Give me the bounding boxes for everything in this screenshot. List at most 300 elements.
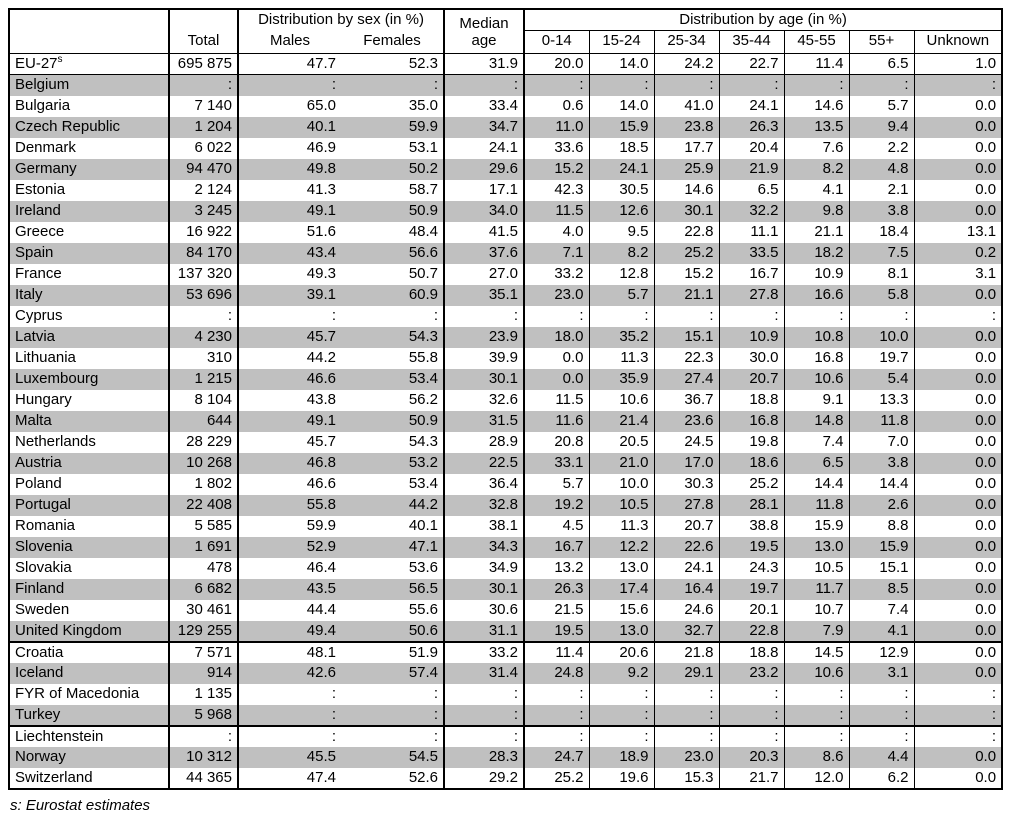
cell-age-25-34: : xyxy=(654,684,719,705)
cell-age-25-34: 22.6 xyxy=(654,537,719,558)
cell-median-age: 31.9 xyxy=(444,54,524,75)
cell-age-25-34: 29.1 xyxy=(654,663,719,684)
cell-age-unknown: 0.0 xyxy=(914,663,1002,684)
cell-median-age: : xyxy=(444,726,524,747)
country-name: Italy xyxy=(9,285,169,306)
country-name: Sweden xyxy=(15,601,70,618)
cell-males: 65.0 xyxy=(238,96,341,117)
cell-median-age: 23.9 xyxy=(444,327,524,348)
cell-age-unknown: 0.0 xyxy=(914,285,1002,306)
cell-median-age: 22.5 xyxy=(444,453,524,474)
cell-total: : xyxy=(169,75,238,96)
cell-females: 56.2 xyxy=(408,391,439,408)
cell-age-25-34: 41.0 xyxy=(654,96,719,117)
cell-total: 4 230 xyxy=(169,327,238,348)
cell-females: 59.9 xyxy=(341,117,444,138)
country-name: Bulgaria xyxy=(15,97,71,114)
cell-age-45-55: 10.7 xyxy=(784,600,849,621)
cell-males: 46.4 xyxy=(238,558,341,579)
cell-age-unknown: : xyxy=(914,306,1002,327)
cell-age-15-24: 15.6 xyxy=(589,600,654,621)
cell-age-55-plus: 2.1 xyxy=(849,180,914,201)
cell-age-25-34: 25.2 xyxy=(654,243,719,264)
cell-age-15-24: 35.2 xyxy=(589,327,654,348)
cell-age-25-34: 21.8 xyxy=(654,642,719,663)
cell-males: 43.4 xyxy=(238,243,341,264)
table-row xyxy=(9,243,1002,264)
table-row xyxy=(9,663,1002,684)
cell-age-unknown: 0.0 xyxy=(914,558,1002,579)
cell-median-age: 37.6 xyxy=(444,243,524,264)
cell-age-25-34: 15.3 xyxy=(654,768,719,789)
cell-age-unknown: 0.0 xyxy=(914,390,1002,411)
cell-age-45-55: 8.6 xyxy=(784,747,849,768)
cell-age-35-44: 16.7 xyxy=(719,264,784,285)
cell-age-0-14: 19.2 xyxy=(524,495,589,516)
cell-age-unknown: 0.0 xyxy=(914,768,1002,789)
table-body xyxy=(9,54,1002,789)
table-row xyxy=(9,390,1002,411)
cell-age-0-14: 4.5 xyxy=(524,516,589,537)
cell-males: 46.9 xyxy=(238,138,341,159)
cell-age-15-24: 10.0 xyxy=(589,474,654,495)
cell-age-15-24: 9.5 xyxy=(589,222,654,243)
cell-age-15-24: 15.9 xyxy=(589,117,654,138)
cell-males: 49.1 xyxy=(238,201,341,222)
cell-females: 53.6 xyxy=(408,559,439,576)
cell-age-unknown: 1.0 xyxy=(914,54,1002,75)
cell-age-0-14: 0.0 xyxy=(524,348,589,369)
table-row xyxy=(9,453,1002,474)
cell-age-55-plus: 6.2 xyxy=(849,768,914,789)
cell-age-35-44: 25.2 xyxy=(719,474,784,495)
cell-age-25-34: 15.1 xyxy=(654,327,719,348)
cell-females: 44.2 xyxy=(341,495,444,516)
country-name: Czech Republic xyxy=(9,117,169,138)
cell-median-age: 29.6 xyxy=(444,159,524,180)
cell-age-unknown: 0.0 xyxy=(914,642,1002,663)
cell-age-55-plus: 5.7 xyxy=(849,96,914,117)
country-name: Slovakia xyxy=(15,559,72,576)
cell-age-45-55: 14.6 xyxy=(784,96,849,117)
country-name: Estonia xyxy=(15,181,66,198)
cell-age-35-44: 19.5 xyxy=(719,537,784,558)
cell-age-45-55: 11.8 xyxy=(784,495,849,516)
cell-males: 44.4 xyxy=(238,600,341,621)
cell-age-25-34: 17.0 xyxy=(654,453,719,474)
cell-age-45-55: 6.5 xyxy=(784,453,849,474)
cell-age-15-24: 10.6 xyxy=(589,390,654,411)
table-row xyxy=(9,138,1002,159)
cell-age-unknown: 13.1 xyxy=(914,222,1002,243)
cell-age-0-14: 18.0 xyxy=(524,327,589,348)
cell-males: 42.6 xyxy=(238,663,341,684)
country-name: Germany xyxy=(9,159,169,180)
table-row xyxy=(9,726,1002,747)
cell-age-25-34: : xyxy=(654,726,719,747)
cell-males: 59.9 xyxy=(238,516,341,537)
cell-age-55-plus: 10.0 xyxy=(849,327,914,348)
cell-age-55-plus: 2.2 xyxy=(849,138,914,159)
cell-age-25-34: 30.1 xyxy=(654,201,719,222)
cell-males: 49.4 xyxy=(238,621,341,642)
cell-age-35-44: 6.5 xyxy=(719,180,784,201)
column-group-sex: Distribution by sex (in %) xyxy=(238,9,444,31)
cell-age-35-44: 26.3 xyxy=(719,117,784,138)
cell-age-0-14: : xyxy=(524,705,589,726)
cell-total: : xyxy=(169,306,238,327)
cell-age-25-34: 27.8 xyxy=(654,495,719,516)
cell-females: 35.0 xyxy=(408,97,439,114)
table-header xyxy=(9,9,1002,54)
cell-age-0-14: : xyxy=(524,75,589,96)
cell-total: 310 xyxy=(169,348,238,369)
cell-total: 10 312 xyxy=(169,747,238,768)
cell-age-15-24: 10.5 xyxy=(589,495,654,516)
country-name: Denmark xyxy=(15,139,76,156)
table-row xyxy=(9,474,1002,495)
cell-age-35-44: 21.7 xyxy=(719,768,784,789)
statistics-table xyxy=(8,8,1003,790)
cell-age-45-55: 9.1 xyxy=(784,390,849,411)
cell-median-age: 31.1 xyxy=(444,621,524,642)
cell-age-15-24: 5.7 xyxy=(589,285,654,306)
cell-females: : xyxy=(433,727,439,745)
cell-total: 914 xyxy=(169,663,238,684)
cell-age-35-44: 20.3 xyxy=(719,747,784,768)
cell-males: 47.7 xyxy=(238,54,341,75)
cell-females: : xyxy=(433,307,439,324)
cell-males: 47.4 xyxy=(238,768,341,789)
country-name: Malta xyxy=(9,411,169,432)
column-group-age: Distribution by age (in %) xyxy=(524,9,1002,31)
table-row xyxy=(9,54,1002,75)
cell-age-15-24: 11.3 xyxy=(589,348,654,369)
cell-age-35-44: 22.8 xyxy=(719,621,784,642)
column-header-age-15-24: 15-24 xyxy=(589,31,654,54)
cell-age-45-55: 9.8 xyxy=(784,201,849,222)
cell-age-45-55: 8.2 xyxy=(784,159,849,180)
cell-age-45-55: 15.9 xyxy=(784,516,849,537)
cell-age-15-24: 17.4 xyxy=(589,579,654,600)
cell-age-55-plus: 12.9 xyxy=(849,642,914,663)
cell-age-unknown: 0.0 xyxy=(914,117,1002,138)
cell-age-45-55: 21.1 xyxy=(784,222,849,243)
country-name: Netherlands xyxy=(15,433,96,450)
cell-age-45-55: : xyxy=(784,306,849,327)
cell-age-35-44: 10.9 xyxy=(719,327,784,348)
cell-females: 55.8 xyxy=(408,349,439,366)
cell-age-unknown: 0.0 xyxy=(914,348,1002,369)
cell-age-15-24: 18.9 xyxy=(589,747,654,768)
footnote: s: Eurostat estimates xyxy=(10,796,151,814)
cell-males: 49.8 xyxy=(238,159,341,180)
cell-age-45-55: 12.0 xyxy=(784,768,849,789)
cell-age-55-plus: 5.8 xyxy=(849,285,914,306)
table-row xyxy=(9,516,1002,537)
cell-age-35-44: 20.7 xyxy=(719,369,784,390)
cell-age-25-34: 25.9 xyxy=(654,159,719,180)
cell-males: 49.3 xyxy=(238,264,341,285)
cell-females: 54.3 xyxy=(408,433,439,450)
cell-age-25-34: 24.2 xyxy=(654,54,719,75)
cell-age-35-44: 24.3 xyxy=(719,558,784,579)
cell-total: 1 135 xyxy=(169,684,238,705)
cell-median-age: 33.2 xyxy=(444,642,524,663)
cell-females: 57.4 xyxy=(341,663,444,684)
cell-age-25-34: 17.7 xyxy=(654,138,719,159)
cell-age-0-14: 23.0 xyxy=(524,285,589,306)
cell-age-25-34: 23.6 xyxy=(654,411,719,432)
cell-total: 5 585 xyxy=(169,516,238,537)
cell-age-0-14: 20.8 xyxy=(524,432,589,453)
cell-age-35-44: 18.6 xyxy=(719,453,784,474)
cell-age-15-24: 13.0 xyxy=(589,558,654,579)
cell-age-55-plus: 8.5 xyxy=(849,579,914,600)
cell-age-unknown: 0.0 xyxy=(914,159,1002,180)
cell-age-25-34: 27.4 xyxy=(654,369,719,390)
cell-males: 45.7 xyxy=(238,327,341,348)
cell-age-unknown: 0.0 xyxy=(914,138,1002,159)
cell-age-unknown: 0.0 xyxy=(914,495,1002,516)
cell-age-35-44: 20.1 xyxy=(719,600,784,621)
table-row xyxy=(9,558,1002,579)
cell-median-age: 32.8 xyxy=(444,495,524,516)
cell-total: 6 682 xyxy=(169,579,238,600)
cell-age-45-55: 7.4 xyxy=(784,432,849,453)
cell-age-0-14: 13.2 xyxy=(524,558,589,579)
cell-age-15-24: 19.6 xyxy=(589,768,654,789)
cell-age-0-14: : xyxy=(524,684,589,705)
table-row xyxy=(9,201,1002,222)
cell-age-35-44: 32.2 xyxy=(719,201,784,222)
cell-age-45-55: 10.6 xyxy=(784,369,849,390)
cell-age-0-14: 16.7 xyxy=(524,537,589,558)
cell-total: 3 245 xyxy=(169,201,238,222)
cell-median-age: 28.3 xyxy=(444,747,524,768)
cell-age-0-14: 42.3 xyxy=(524,180,589,201)
cell-total: 1 215 xyxy=(169,369,238,390)
table-row xyxy=(9,432,1002,453)
cell-age-15-24: 35.9 xyxy=(589,369,654,390)
cell-age-25-34: 15.2 xyxy=(654,264,719,285)
median-age-line2: age xyxy=(471,31,497,49)
cell-age-0-14: 25.2 xyxy=(524,768,589,789)
cell-age-55-plus: 15.1 xyxy=(849,558,914,579)
cell-total: 44 365 xyxy=(169,768,238,789)
cell-females: 56.6 xyxy=(341,243,444,264)
cell-total: 94 470 xyxy=(169,159,238,180)
country-name: FYR of Macedonia xyxy=(15,685,140,702)
cell-age-0-14: 33.2 xyxy=(524,264,589,285)
cell-median-age: 24.1 xyxy=(444,138,524,159)
cell-age-45-55: 14.4 xyxy=(784,474,849,495)
country-name: Greece xyxy=(15,223,65,240)
table-row xyxy=(9,411,1002,432)
table-row xyxy=(9,348,1002,369)
cell-females: 51.9 xyxy=(408,643,439,661)
cell-females: 50.9 xyxy=(341,411,444,432)
cell-males: 44.2 xyxy=(238,348,341,369)
cell-males: 45.7 xyxy=(238,432,341,453)
cell-age-0-14: 5.7 xyxy=(524,474,589,495)
cell-age-0-14: 11.6 xyxy=(524,411,589,432)
cell-age-45-55: : xyxy=(784,684,849,705)
cell-males: 46.6 xyxy=(238,369,341,390)
cell-males: 46.6 xyxy=(238,474,341,495)
cell-age-15-24: 30.5 xyxy=(589,180,654,201)
cell-females: 54.3 xyxy=(341,327,444,348)
cell-age-45-55: : xyxy=(784,75,849,96)
country-name: Spain xyxy=(9,243,169,264)
cell-age-unknown: 0.0 xyxy=(914,411,1002,432)
cell-females: 60.9 xyxy=(341,285,444,306)
cell-median-age: 34.3 xyxy=(444,537,524,558)
cell-age-unknown: : xyxy=(914,75,1002,96)
cell-total: 16 922 xyxy=(169,222,238,243)
cell-total: 1 204 xyxy=(169,117,238,138)
country-name: Cyprus xyxy=(15,307,63,324)
cell-age-45-55: 10.6 xyxy=(784,663,849,684)
cell-age-25-34: 24.6 xyxy=(654,600,719,621)
cell-age-25-34: 32.7 xyxy=(654,621,719,642)
cell-males: 43.5 xyxy=(238,579,341,600)
cell-age-35-44: 11.1 xyxy=(719,222,784,243)
cell-age-25-34: 20.7 xyxy=(654,516,719,537)
cell-median-age: 33.4 xyxy=(444,96,524,117)
cell-total: 22 408 xyxy=(169,495,238,516)
cell-females: 54.5 xyxy=(341,747,444,768)
cell-age-55-plus: 19.7 xyxy=(849,348,914,369)
cell-age-35-44: : xyxy=(719,705,784,726)
cell-age-25-34: 24.1 xyxy=(654,558,719,579)
cell-age-25-34: 23.8 xyxy=(654,117,719,138)
cell-median-age: 41.5 xyxy=(444,222,524,243)
country-name: Portugal xyxy=(9,495,169,516)
country-column-header xyxy=(9,9,169,54)
cell-age-55-plus: 5.4 xyxy=(849,369,914,390)
cell-age-45-55: 10.9 xyxy=(784,264,849,285)
cell-age-0-14: 21.5 xyxy=(524,600,589,621)
cell-median-age: 30.6 xyxy=(444,600,524,621)
cell-age-55-plus: 3.8 xyxy=(849,201,914,222)
cell-age-45-55: 13.5 xyxy=(784,117,849,138)
cell-age-35-44: 28.1 xyxy=(719,495,784,516)
cell-females: 50.2 xyxy=(341,159,444,180)
table-row xyxy=(9,579,1002,600)
cell-age-15-24: 14.0 xyxy=(589,96,654,117)
cell-age-55-plus: 6.5 xyxy=(849,54,914,75)
cell-males: 51.6 xyxy=(238,222,341,243)
cell-age-35-44: 30.0 xyxy=(719,348,784,369)
cell-age-55-plus: : xyxy=(849,726,914,747)
cell-age-55-plus: 11.8 xyxy=(849,411,914,432)
cell-age-0-14: 11.5 xyxy=(524,390,589,411)
cell-age-45-55: 7.9 xyxy=(784,621,849,642)
cell-median-age: 30.1 xyxy=(444,579,524,600)
cell-age-25-34: 24.5 xyxy=(654,432,719,453)
cell-age-unknown: 0.0 xyxy=(914,747,1002,768)
cell-age-55-plus: 14.4 xyxy=(849,474,914,495)
cell-age-unknown: 0.0 xyxy=(914,537,1002,558)
cell-age-unknown: : xyxy=(914,726,1002,747)
cell-age-45-55: 14.8 xyxy=(784,411,849,432)
cell-age-unknown: 0.2 xyxy=(914,243,1002,264)
cell-total: 137 320 xyxy=(169,264,238,285)
cell-age-unknown: 0.0 xyxy=(914,516,1002,537)
cell-females: 50.7 xyxy=(408,265,439,282)
cell-median-age: 39.9 xyxy=(444,348,524,369)
cell-age-0-14: 26.3 xyxy=(524,579,589,600)
cell-age-15-24: 24.1 xyxy=(589,159,654,180)
cell-age-25-34: 30.3 xyxy=(654,474,719,495)
table-row xyxy=(9,705,1002,726)
cell-males: 49.1 xyxy=(238,411,341,432)
cell-females: 56.5 xyxy=(341,579,444,600)
cell-females: : xyxy=(341,75,444,96)
cell-age-unknown: 0.0 xyxy=(914,621,1002,642)
cell-total: 7 571 xyxy=(169,642,238,663)
cell-males: 46.8 xyxy=(238,453,341,474)
cell-males: : xyxy=(238,705,341,726)
cell-total: 10 268 xyxy=(169,453,238,474)
cell-age-25-34: 16.4 xyxy=(654,579,719,600)
cell-age-0-14: 0.0 xyxy=(524,369,589,390)
cell-age-15-24: : xyxy=(589,726,654,747)
cell-females: 53.2 xyxy=(341,453,444,474)
cell-age-15-24: 12.2 xyxy=(589,537,654,558)
column-header-females: Females xyxy=(363,32,421,49)
cell-median-age: : xyxy=(444,306,524,327)
cell-age-15-24: 20.5 xyxy=(589,432,654,453)
cell-age-15-24: 8.2 xyxy=(589,243,654,264)
table-row xyxy=(9,621,1002,642)
country-name: Luxembourg xyxy=(9,369,169,390)
cell-median-age: 27.0 xyxy=(444,264,524,285)
cell-age-45-55: : xyxy=(784,726,849,747)
table-row xyxy=(9,159,1002,180)
cell-females: 50.6 xyxy=(341,621,444,642)
cell-age-35-44: 18.8 xyxy=(719,390,784,411)
cell-age-55-plus: 13.3 xyxy=(849,390,914,411)
cell-age-35-44: : xyxy=(719,75,784,96)
table-row xyxy=(9,75,1002,96)
cell-total: 6 022 xyxy=(169,138,238,159)
cell-females: 50.9 xyxy=(341,201,444,222)
table-row xyxy=(9,264,1002,285)
cell-age-45-55: : xyxy=(784,705,849,726)
table-row xyxy=(9,117,1002,138)
cell-age-55-plus: : xyxy=(849,684,914,705)
cell-age-55-plus: 18.4 xyxy=(849,222,914,243)
cell-females: 58.7 xyxy=(408,181,439,198)
cell-age-35-44: 38.8 xyxy=(719,516,784,537)
country-name: Austria xyxy=(9,453,169,474)
cell-age-0-14: 11.0 xyxy=(524,117,589,138)
cell-age-0-14: : xyxy=(524,726,589,747)
table-row xyxy=(9,369,1002,390)
cell-females: 55.6 xyxy=(408,601,439,618)
cell-age-15-24: 21.4 xyxy=(589,411,654,432)
country-name: Ireland xyxy=(9,201,169,222)
cell-age-55-plus: 8.8 xyxy=(849,516,914,537)
cell-females: : xyxy=(341,705,444,726)
cell-females: 48.4 xyxy=(408,223,439,240)
cell-total: 5 968 xyxy=(169,705,238,726)
cell-age-35-44: 20.4 xyxy=(719,138,784,159)
cell-median-age: 31.4 xyxy=(444,663,524,684)
cell-total: 478 xyxy=(169,558,238,579)
